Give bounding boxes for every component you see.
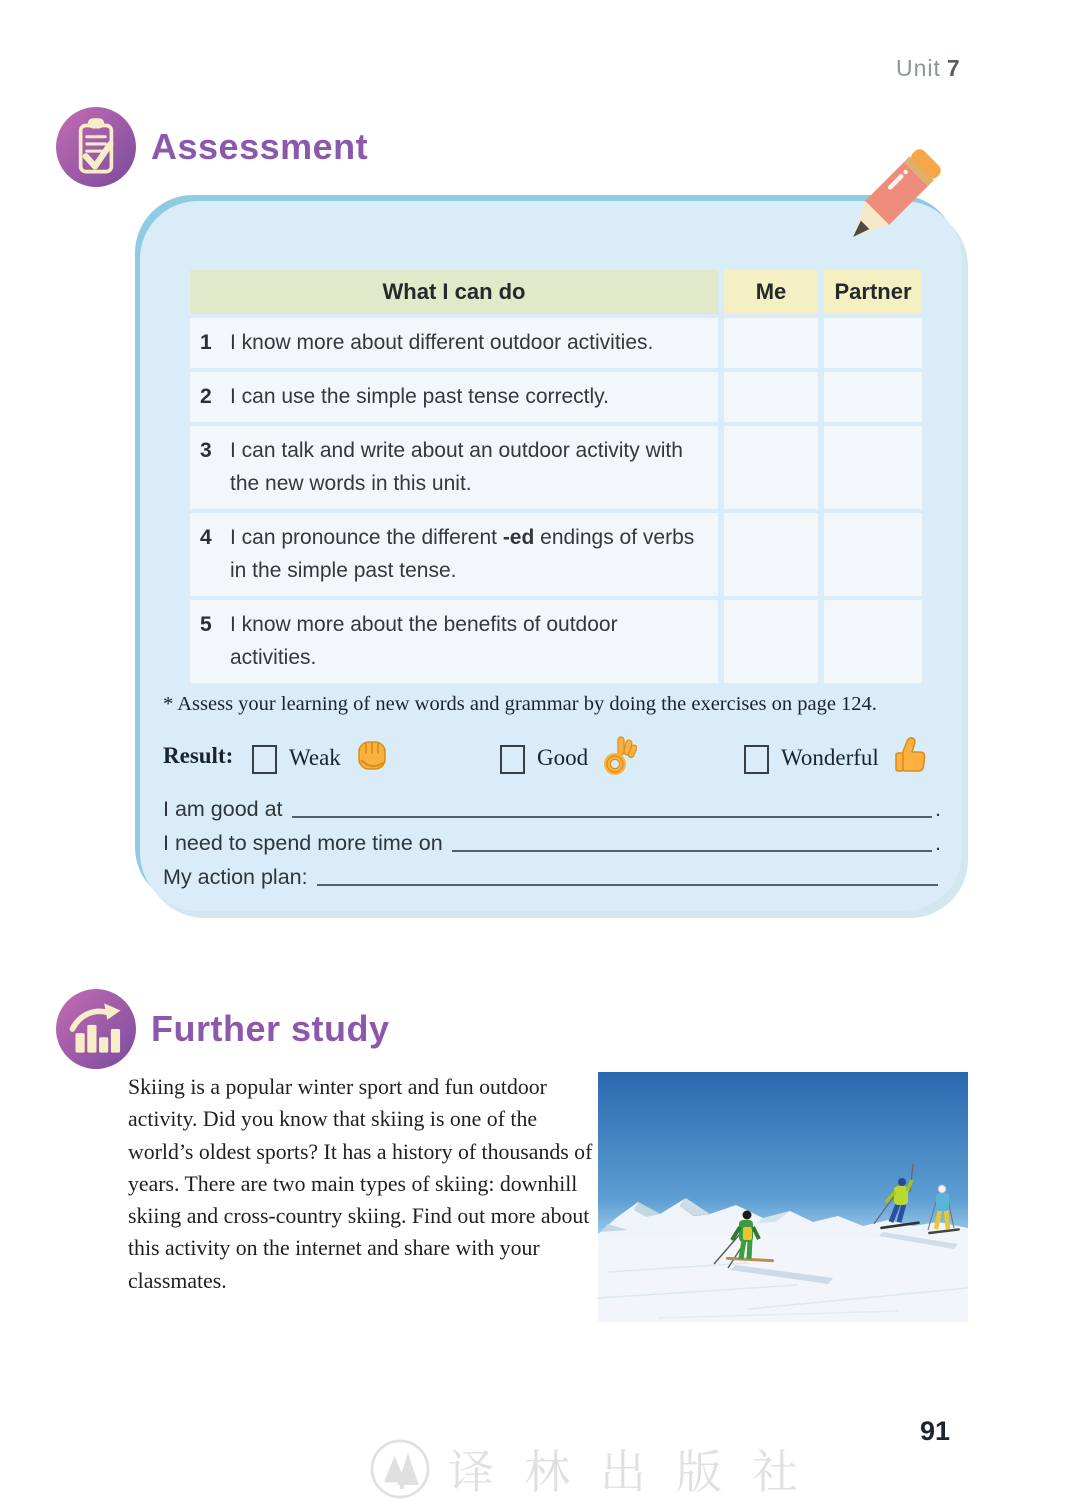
table-row xyxy=(190,318,718,368)
thumbs-up-emoji xyxy=(892,735,928,775)
fill-in-area xyxy=(163,788,941,890)
assessment-panel xyxy=(140,201,962,911)
weak-label: Weak xyxy=(289,745,341,770)
further-study-heading xyxy=(55,988,390,1070)
result-option-wonderful xyxy=(744,737,928,775)
publisher-watermark xyxy=(368,1436,828,1502)
wonderful-label: Wonderful xyxy=(781,745,879,770)
row-number: 1 xyxy=(200,331,212,354)
me-cell[interactable] xyxy=(724,513,818,596)
fill-label: I am good at xyxy=(163,797,283,821)
publisher-name: 译林出版社 xyxy=(448,1445,828,1499)
page-number: 91 xyxy=(919,1416,951,1446)
fill-line-good-at xyxy=(163,788,941,822)
wonderful-checkbox[interactable] xyxy=(744,745,769,774)
assessment-heading xyxy=(55,106,368,188)
further-study-title: Further study xyxy=(151,1008,390,1049)
fist-emoji xyxy=(354,735,390,775)
unit-word: Unit xyxy=(896,55,941,81)
row-text: I can pronounce the different -ed endings of verbs in the simple past tense. xyxy=(230,526,695,582)
me-cell[interactable] xyxy=(724,426,818,509)
me-cell[interactable] xyxy=(724,372,818,422)
write-in-line[interactable] xyxy=(317,860,938,886)
publisher-logo-icon xyxy=(368,1437,432,1501)
partner-cell[interactable] xyxy=(824,513,922,596)
row-text: I know more about the benefits of outdoor activities. xyxy=(230,613,618,669)
partner-cell[interactable] xyxy=(824,426,922,509)
further-study-paragraph: Skiing is a popular winter sport and fun outdoor activity. Did you know that skiing is one of the world’s oldest sports? It has a history of thousands of years. There are two main types of skiing: downhill skiing and cross-country skiing. Find out more about this activity on the internet and share with your classmates. xyxy=(128,1075,593,1293)
me-cell[interactable] xyxy=(724,600,818,683)
result-row xyxy=(163,737,953,781)
unit-number: 7 xyxy=(946,55,961,81)
partner-cell[interactable] xyxy=(824,372,922,422)
table-header-partner: Partner xyxy=(824,270,922,314)
row-number: 3 xyxy=(200,439,212,462)
row-number: 5 xyxy=(200,613,212,636)
write-in-line[interactable] xyxy=(292,792,932,818)
fill-suffix: . xyxy=(935,831,941,855)
row-text: I can talk and write about an outdoor activity with the new words in this unit. xyxy=(230,439,683,495)
unit-label xyxy=(896,55,961,82)
clipboard-check-icon xyxy=(55,106,137,188)
me-cell[interactable] xyxy=(724,318,818,368)
fill-suffix: . xyxy=(935,797,941,821)
fill-label: I need to spend more time on xyxy=(163,831,443,855)
result-option-weak xyxy=(252,737,390,775)
weak-checkbox[interactable] xyxy=(252,745,277,774)
ok-hand-emoji xyxy=(601,735,637,775)
good-label: Good xyxy=(537,745,589,770)
table-header-main: What I can do xyxy=(190,270,718,314)
table-header-me: Me xyxy=(724,270,818,314)
what-i-can-do-table xyxy=(190,270,922,683)
good-checkbox[interactable] xyxy=(500,745,525,774)
skiing-photo xyxy=(598,1072,968,1322)
row-number: 2 xyxy=(200,385,212,408)
pencil-icon xyxy=(835,140,950,260)
result-label: Result: xyxy=(163,743,234,768)
table-row xyxy=(190,372,718,422)
fill-line-action-plan xyxy=(163,856,941,890)
partner-cell[interactable] xyxy=(824,600,922,683)
result-option-good xyxy=(500,737,637,775)
row-text: I know more about different outdoor activities. xyxy=(230,331,654,354)
assessment-title: Assessment xyxy=(151,126,369,167)
fill-line-more-time xyxy=(163,822,941,856)
row-text: I can use the simple past tense correctly. xyxy=(230,385,609,408)
assessment-note: * Assess your learning of new words and grammar by doing the exercises on page 124. xyxy=(163,693,877,715)
table-row xyxy=(190,426,718,509)
bar-chart-arrow-icon xyxy=(55,988,137,1070)
row-number: 4 xyxy=(200,526,212,549)
fill-label: My action plan: xyxy=(163,865,308,889)
write-in-line[interactable] xyxy=(452,826,932,852)
table-row xyxy=(190,600,718,683)
partner-cell[interactable] xyxy=(824,318,922,368)
table-row xyxy=(190,513,718,596)
